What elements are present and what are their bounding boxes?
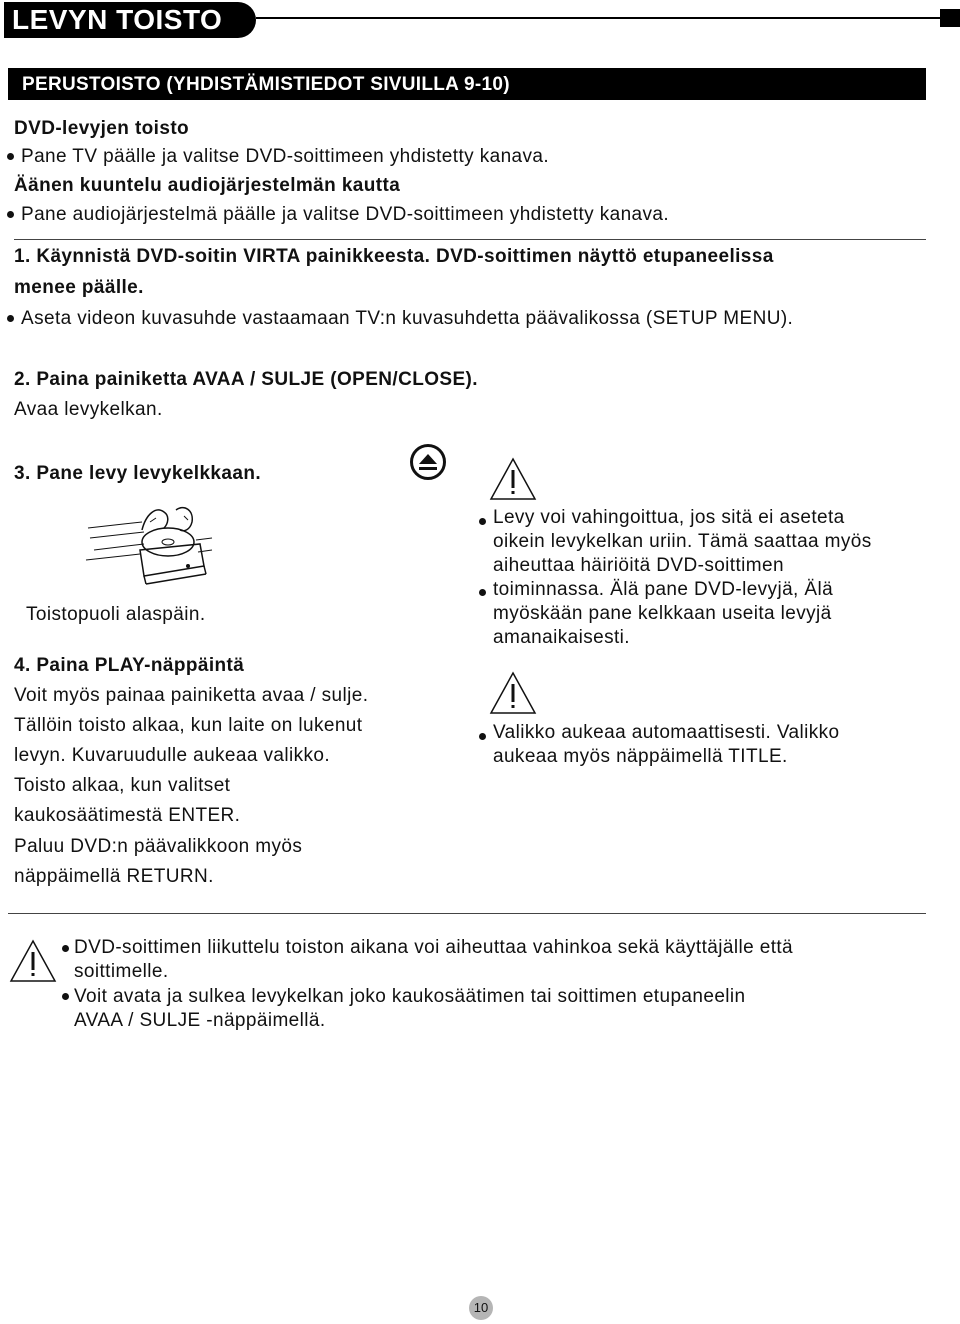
audio-bullet: Pane audiojärjestelmä päälle ja valitse DVD-soittimeen yhdistetty kanava. [21,204,670,225]
warning2-line: aukeaa myös näppäimellä TITLE. [493,746,788,767]
step2-text: Avaa levykelkan. [14,399,163,420]
disc-tray-illustration [84,500,214,586]
step4-line: Paluu DVD:n päävalikkoon myös [14,836,303,857]
warning-icon [488,670,538,716]
bullet-dot [7,211,14,218]
divider [8,913,926,914]
footer-note: Voit avata ja sulkea levykelkan joko kaukosäätimen tai soittimen etupaneelin [74,986,746,1007]
footer-note: soittimelle. [74,961,169,982]
eject-icon [410,444,446,480]
warning2-line: Valikko aukeaa automaattisesti. Valikko [493,722,840,743]
warning-icon [8,938,58,984]
step3-heading: 3. Pane levy levykelkkaan. [14,463,262,484]
step1-heading: 1. Käynnistä DVD-soitin VIRTA painikkeesta. DVD-soittimen näyttö etupaneelissa [14,246,774,267]
warning1-line: amanaikaisesti. [493,627,630,648]
step1-heading-cont: menee päälle. [14,277,144,298]
bullet-dot [7,315,14,322]
step4-line: Toisto alkaa, kun valitset [14,775,231,796]
warning1-line: oikein levykelkan uriin. Tämä saattaa myös [493,531,872,552]
warning-icon [488,456,538,502]
step2-heading: 2. Paina painiketta AVAA / SULJE (OPEN/CLOSE). [14,369,478,390]
divider [14,239,926,240]
dvd-bullet: Pane TV päälle ja valitse DVD-soittimeen yhdistetty kanava. [21,146,550,167]
bullet-dot [7,153,14,160]
audio-heading: Äänen kuuntelu audiojärjestelmän kautta [14,175,401,196]
title-rule [256,17,960,19]
page-title: LEVYN TOISTO [12,4,223,35]
warning1-line: aiheuttaa häiriöitä DVD-soittimen [493,555,784,576]
step4-line: Voit myös painaa painiketta avaa / sulje. [14,685,369,706]
warning1-line: toiminnassa. Älä pane DVD-levyjä, Älä [493,579,834,600]
bullet-dot [479,589,486,596]
step4-line: Tällöin toisto alkaa, kun laite on lukenut [14,715,363,736]
page-number: 10 [469,1296,493,1320]
warning1-line: Levy voi vahingoittua, jos sitä ei aseteta [493,507,845,528]
title-end-block [940,9,960,27]
bullet-dot [62,945,69,952]
bullet-dot [479,733,486,740]
dvd-heading: DVD-levyjen toisto [14,118,190,139]
bullet-dot [479,518,486,525]
step4-line: näppäimellä RETURN. [14,866,214,887]
bullet-dot [62,993,69,1000]
footer-note: DVD-soittimen liikuttelu toiston aikana voi aiheuttaa vahinkoa sekä käyttäjälle että [74,937,794,958]
step4-line: levyn. Kuvaruudulle aukeaa valikko. [14,745,331,766]
step4-line: kaukosäätimestä ENTER. [14,805,241,826]
step4-heading: 4. Paina PLAY-näppäintä [14,655,245,676]
footer-note: AVAA / SULJE -näppäimellä. [74,1010,326,1031]
section-heading: PERUSTOISTO (YHDISTÄMISTIEDOT SIVUILLA 9-10) [22,74,510,95]
warning1-line: myöskään pane kelkkaan useita levyjä [493,603,832,624]
step1-bullet: Aseta videon kuvasuhde vastaamaan TV:n kuvasuhdetta päävalikossa (SETUP MENU). [21,308,794,329]
step3-caption: Toistopuoli alaspäin. [26,604,206,625]
